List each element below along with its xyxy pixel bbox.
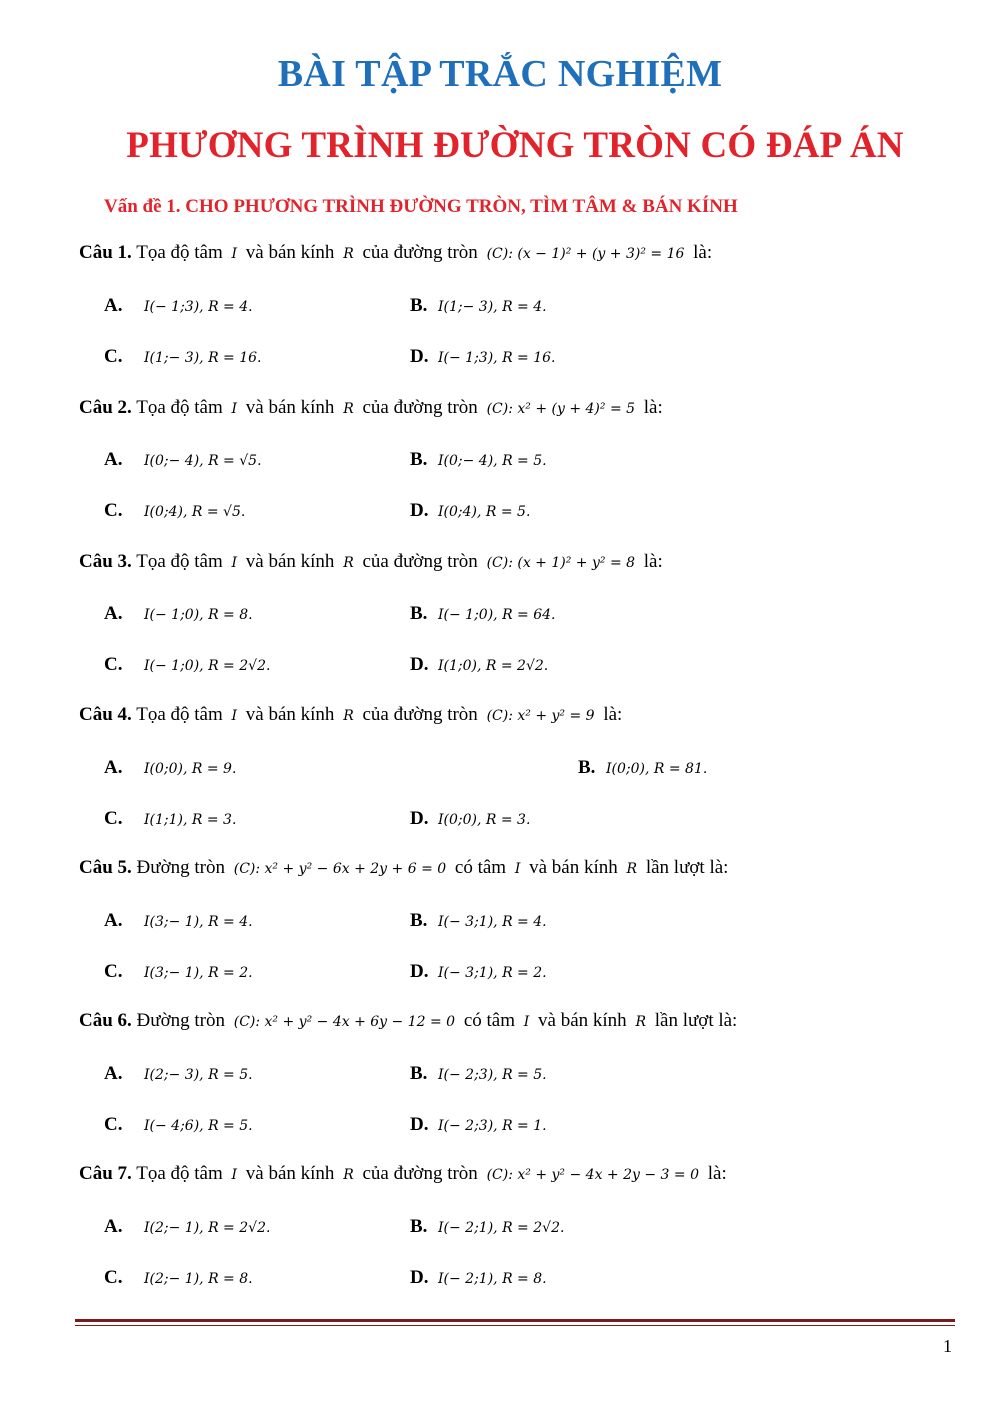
option-3c[interactable] bbox=[104, 654, 270, 676]
math-expr: R bbox=[343, 555, 354, 571]
question-text: Tọa độ tâm bbox=[136, 242, 223, 263]
math-expr: I bbox=[231, 555, 238, 571]
question-text: của đường tròn bbox=[362, 1163, 478, 1184]
option-value: I(− 2;3), R = 1. bbox=[438, 1118, 547, 1134]
math-expr: R bbox=[343, 1167, 354, 1183]
option-label: A. bbox=[104, 910, 123, 931]
option-label: D. bbox=[410, 654, 429, 675]
option-value: I(− 1;0), R = 8. bbox=[144, 607, 253, 623]
option-5b[interactable] bbox=[410, 910, 547, 932]
option-label: B. bbox=[410, 910, 428, 931]
math-expr: I bbox=[231, 401, 238, 417]
option-value: I(3;− 1), R = 2. bbox=[144, 965, 253, 981]
math-expr: I bbox=[523, 1014, 530, 1030]
option-label: B. bbox=[410, 603, 428, 624]
question-text: và bán kính bbox=[245, 551, 335, 572]
option-label: B. bbox=[410, 449, 428, 470]
page-number: 1 bbox=[943, 1336, 952, 1356]
title-line-2: PHƯƠNG TRÌNH ĐƯỜNG TRÒN CÓ ĐÁP ÁN bbox=[126, 125, 904, 166]
option-value: I(2;− 1), R = 2√2. bbox=[144, 1220, 271, 1236]
option-label: C. bbox=[104, 654, 123, 675]
option-value: I(− 3;1), R = 4. bbox=[438, 914, 547, 930]
math-expr: I bbox=[231, 1167, 238, 1183]
question-text: lần lượt là: bbox=[654, 1010, 738, 1031]
option-7a[interactable] bbox=[104, 1216, 270, 1238]
option-value: I(1;− 3), R = 4. bbox=[438, 299, 547, 315]
option-label: C. bbox=[104, 1267, 123, 1288]
option-value: I(1;− 3), R = 16. bbox=[144, 350, 262, 366]
option-6b[interactable] bbox=[410, 1063, 547, 1085]
option-2c[interactable] bbox=[104, 500, 245, 522]
option-5d[interactable] bbox=[410, 961, 547, 983]
option-label: D. bbox=[410, 346, 429, 367]
circle-equation: (C): x² + y² = 9 bbox=[486, 708, 595, 724]
question-text: của đường tròn bbox=[362, 397, 478, 418]
option-value: I(− 1;0), R = 64. bbox=[438, 607, 556, 623]
option-4b[interactable] bbox=[578, 757, 707, 779]
option-value: I(0;− 4), R = √5. bbox=[144, 453, 262, 469]
question-text: Tọa độ tâm bbox=[136, 551, 223, 572]
option-3a[interactable] bbox=[104, 603, 253, 625]
option-2a[interactable] bbox=[104, 449, 262, 471]
option-value: I(− 1;3), R = 4. bbox=[144, 299, 253, 315]
option-label: A. bbox=[104, 603, 123, 624]
option-label: B. bbox=[410, 1063, 428, 1084]
question-label: Câu 2. bbox=[79, 397, 132, 418]
circle-equation: (C): x² + y² − 4x + 2y − 3 = 0 bbox=[486, 1167, 699, 1183]
option-value: I(3;− 1), R = 4. bbox=[144, 914, 253, 930]
option-value: I(− 1;0), R = 2√2. bbox=[144, 658, 271, 674]
option-value: I(0;4), R = 5. bbox=[438, 504, 531, 520]
footer-rule bbox=[75, 1319, 955, 1322]
option-label: D. bbox=[410, 500, 429, 521]
option-5a[interactable] bbox=[104, 910, 253, 932]
question-text: Đường tròn bbox=[136, 1010, 225, 1031]
question-text: là: bbox=[707, 1163, 727, 1184]
question-text: và bán kính bbox=[245, 397, 335, 418]
question-7 bbox=[79, 1163, 727, 1185]
math-expr: R bbox=[635, 1014, 646, 1030]
option-value: I(0;4), R = √5. bbox=[144, 504, 246, 520]
option-value: I(− 4;6), R = 5. bbox=[144, 1118, 253, 1134]
math-expr: R bbox=[626, 861, 638, 877]
circle-equation: (C): x² + y² − 4x + 6y − 12 = 0 bbox=[233, 1014, 456, 1030]
option-label: A. bbox=[104, 1216, 123, 1237]
option-value: I(− 1;3), R = 16. bbox=[438, 350, 556, 366]
option-label: D. bbox=[410, 808, 429, 829]
option-label: D. bbox=[410, 961, 429, 982]
option-value: I(1;0), R = 2√2. bbox=[438, 658, 549, 674]
option-4c[interactable] bbox=[104, 808, 236, 830]
option-value: I(0;0), R = 81. bbox=[606, 761, 708, 777]
option-value: I(2;− 1), R = 8. bbox=[144, 1271, 253, 1287]
question-label: Câu 3. bbox=[79, 551, 132, 572]
option-label: C. bbox=[104, 500, 123, 521]
option-7d[interactable] bbox=[410, 1267, 547, 1289]
option-value: I(1;1), R = 3. bbox=[144, 812, 237, 828]
option-label: C. bbox=[104, 346, 123, 367]
question-1 bbox=[79, 242, 712, 264]
circle-equation: (C): (x + 1)² + y² = 8 bbox=[486, 555, 636, 571]
option-value: I(0;0), R = 9. bbox=[144, 761, 237, 777]
footer-rule-thin bbox=[75, 1325, 955, 1326]
question-label: Câu 4. bbox=[79, 704, 132, 725]
option-3b[interactable] bbox=[410, 603, 556, 625]
question-text: là: bbox=[643, 397, 663, 418]
option-1b[interactable] bbox=[410, 295, 547, 317]
question-3 bbox=[79, 551, 663, 573]
question-text: và bán kính bbox=[245, 704, 335, 725]
question-text: Tọa độ tâm bbox=[136, 397, 223, 418]
math-expr: I bbox=[231, 708, 238, 724]
option-value: I(0;0), R = 3. bbox=[438, 812, 531, 828]
option-value: I(− 2;3), R = 5. bbox=[438, 1067, 547, 1083]
circle-equation: (C): x² + (y + 4)² = 5 bbox=[486, 401, 636, 417]
question-text: có tâm bbox=[463, 1010, 515, 1031]
question-4 bbox=[79, 704, 622, 726]
option-label: B. bbox=[410, 295, 428, 316]
question-label: Câu 1. bbox=[79, 242, 132, 263]
option-6d[interactable] bbox=[410, 1114, 547, 1136]
question-label: Câu 6. bbox=[79, 1010, 132, 1031]
question-text: là: bbox=[693, 242, 713, 263]
question-label: Câu 7. bbox=[79, 1163, 132, 1184]
option-label: D. bbox=[410, 1114, 429, 1135]
title-line-1: BÀI TẬP TRẮC NGHIỆM bbox=[277, 53, 723, 95]
question-text: và bán kính bbox=[245, 1163, 335, 1184]
question-text: và bán kính bbox=[245, 242, 335, 263]
math-expr: R bbox=[343, 246, 354, 262]
option-1a[interactable] bbox=[104, 295, 253, 317]
option-value: I(0;− 4), R = 5. bbox=[438, 453, 547, 469]
option-6a[interactable] bbox=[104, 1063, 253, 1085]
math-expr: I bbox=[514, 861, 521, 877]
circle-equation: (C): x² + y² − 6x + 2y + 6 = 0 bbox=[233, 861, 447, 877]
question-text: có tâm bbox=[454, 857, 507, 878]
option-4a[interactable] bbox=[104, 757, 236, 779]
question-text: của đường tròn bbox=[362, 242, 478, 263]
question-text: lần lượt là: bbox=[645, 857, 729, 878]
option-label: C. bbox=[104, 961, 123, 982]
question-text: của đường tròn bbox=[362, 704, 478, 725]
question-text: Đường tròn bbox=[136, 857, 225, 878]
question-text: Tọa độ tâm bbox=[136, 1163, 223, 1184]
question-text: và bán kính bbox=[529, 857, 618, 878]
question-text: của đường tròn bbox=[362, 551, 478, 572]
question-5 bbox=[79, 857, 728, 879]
option-6c[interactable] bbox=[104, 1114, 253, 1136]
option-1d[interactable] bbox=[410, 346, 556, 368]
option-5c[interactable] bbox=[104, 961, 253, 983]
option-value: I(− 2;1), R = 8. bbox=[438, 1271, 547, 1287]
option-2b[interactable] bbox=[410, 449, 547, 471]
option-label: D. bbox=[410, 1267, 429, 1288]
option-label: A. bbox=[104, 295, 123, 316]
option-value: I(− 3;1), R = 2. bbox=[438, 965, 547, 981]
question-text: là: bbox=[643, 551, 663, 572]
option-7c[interactable] bbox=[104, 1267, 253, 1289]
math-expr: R bbox=[343, 708, 354, 724]
option-value: I(2;− 3), R = 5. bbox=[144, 1067, 253, 1083]
option-label: B. bbox=[578, 757, 596, 778]
question-text: Tọa độ tâm bbox=[136, 704, 223, 725]
question-2 bbox=[79, 397, 663, 419]
question-text: và bán kính bbox=[538, 1010, 627, 1031]
question-text: là: bbox=[603, 704, 623, 725]
option-label: A. bbox=[104, 1063, 123, 1084]
math-expr: R bbox=[343, 401, 354, 417]
option-label: A. bbox=[104, 449, 123, 470]
question-label: Câu 5. bbox=[79, 857, 132, 878]
option-label: B. bbox=[410, 1216, 428, 1237]
option-7b[interactable] bbox=[410, 1216, 564, 1238]
option-3d[interactable] bbox=[410, 654, 548, 676]
option-label: A. bbox=[104, 757, 123, 778]
question-6 bbox=[79, 1010, 737, 1032]
option-1c[interactable] bbox=[104, 346, 262, 368]
math-expr: I bbox=[231, 246, 238, 262]
option-4d[interactable] bbox=[410, 808, 530, 830]
section-title: Vấn đề 1. CHO PHƯƠNG TRÌNH ĐƯỜNG TRÒN, TÌM TÂM & BÁN KÍNH bbox=[104, 196, 738, 217]
option-label: C. bbox=[104, 808, 123, 829]
option-2d[interactable] bbox=[410, 500, 530, 522]
circle-equation: (C): (x − 1)² + (y + 3)² = 16 bbox=[486, 246, 685, 262]
option-value: I(− 2;1), R = 2√2. bbox=[438, 1220, 565, 1236]
option-label: C. bbox=[104, 1114, 123, 1135]
